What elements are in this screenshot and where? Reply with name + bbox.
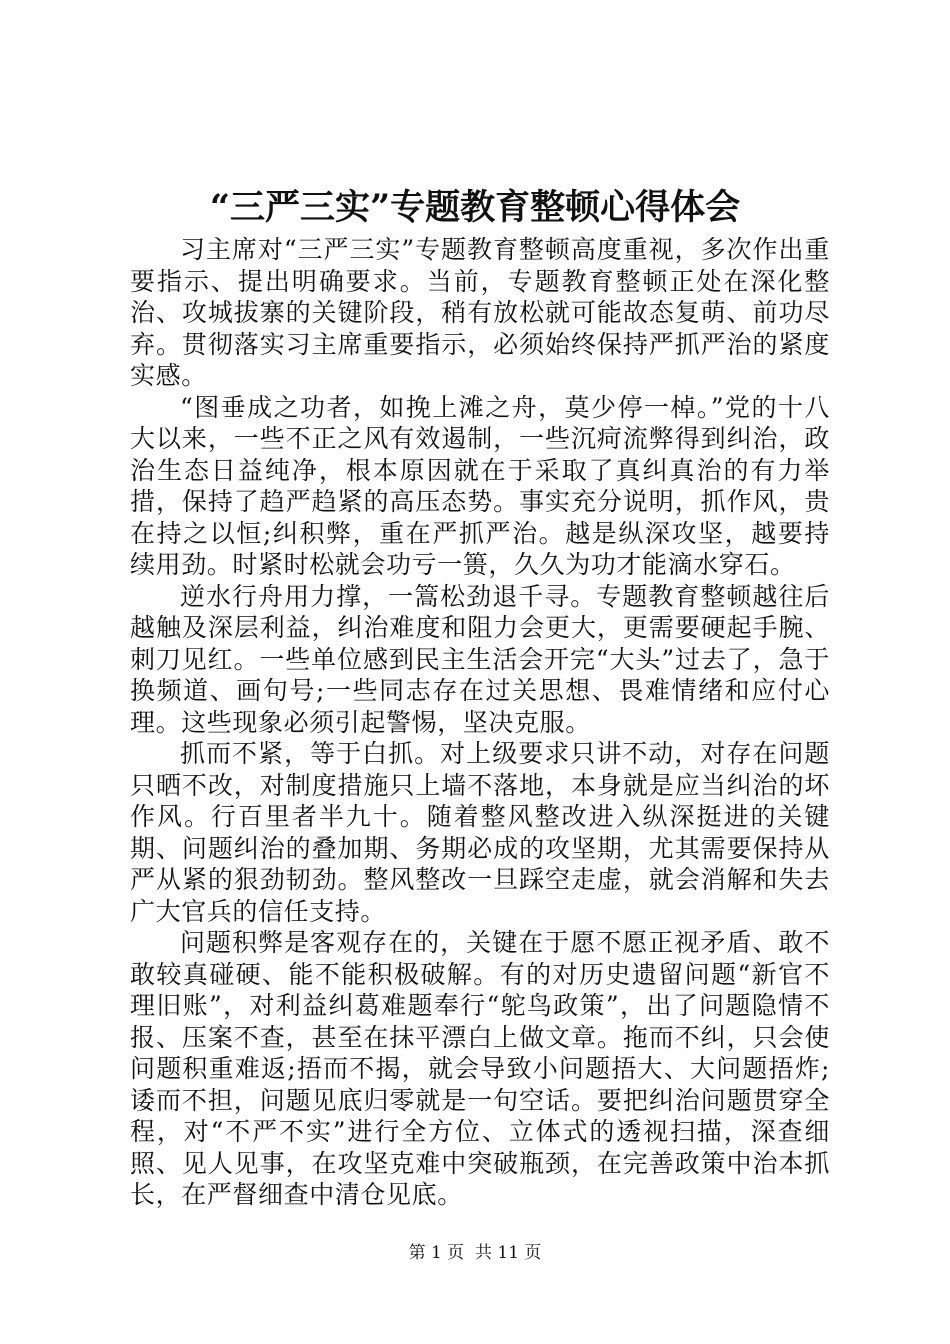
document-body	[130, 234, 830, 1211]
paragraph: 习主席对“三严三实”专题教育整顿高度重视，多次作出重要指示、提出明确要求。当前，专题教育整顿正处在深化整治、攻城拔寨的关键阶段，稍有放松就可能故态复萌、前功尽弃。贯彻落实习主席重要指示，必须始终保持严抓严治的紧度实感。	[130, 235, 830, 390]
paragraph: 逆水行舟用力撑，一篙松劲退千寻。专题教育整顿越往后越触及深层利益，纠治难度和阻力会更大，更需要硬起手腕、刺刀见红。一些单位感到民主生活会开完“大头”过去了，急于换频道、画句号;一些同志存在过关思想、畏难情绪和应付心理。这些现象必须引起警惕，坚决克服。	[130, 581, 830, 737]
page-footer	[0, 1241, 950, 1265]
page-number-label: 第 1 页 共 11 页	[408, 1243, 542, 1263]
document-title: “三严三实”专题教育整顿心得体会	[209, 187, 741, 228]
paragraph: 抓而不紧，等于白抓。对上级要求只讲不动，对存在问题只晒不改，对制度措施只上墙不落地，本身就是应当纠治的坏作风。行百里者半九十。随着整风整改进入纵深挺进的关键期、问题纠治的叠加期、务期必成的攻坚期，尤其需要保持从严从紧的狠劲韧劲。整风整改一旦踩空走虚，就会消解和失去广大官兵的信任支持。	[130, 739, 830, 926]
paragraph: “图垂成之功者，如挽上滩之舟，莫少停一棹。”党的十八大以来，一些不正之风有效遏制，一些沉疴流弊得到纠治，政治生态日益纯净，根本原因就在于采取了真纠真治的有力举措，保持了趋严趋紧的高压态势。事实充分说明，抓作风，贵在持之以恒;纠积弊，重在严抓严治。越是纵深攻坚，越要持续用劲。时紧时松就会功亏一篑，久久为功才能滴水穿石。	[130, 392, 830, 579]
paragraph: 问题积弊是客观存在的，关键在于愿不愿正视矛盾、敢不敢较真碰硬、能不能积极破解。有的对历史遗留问题“新官不理旧账”，对利益纠葛难题奉行“鸵鸟政策”，出了问题隐情不报、压案不查，甚至在抹平漂白上做文章。拖而不纠，只会使问题积重难返;捂而不揭，就会导致小问题捂大、大问题捂炸;诿而不担，问题见底归零就是一句空话。要把纠治问题贯穿全程，对“不严不实”进行全方位、立体式的透视扫描，深查细照、见人见事，在攻坚克难中突破瓶颈，在完善政策中治本抓长，在严督细查中清仓见底。	[130, 928, 830, 1209]
